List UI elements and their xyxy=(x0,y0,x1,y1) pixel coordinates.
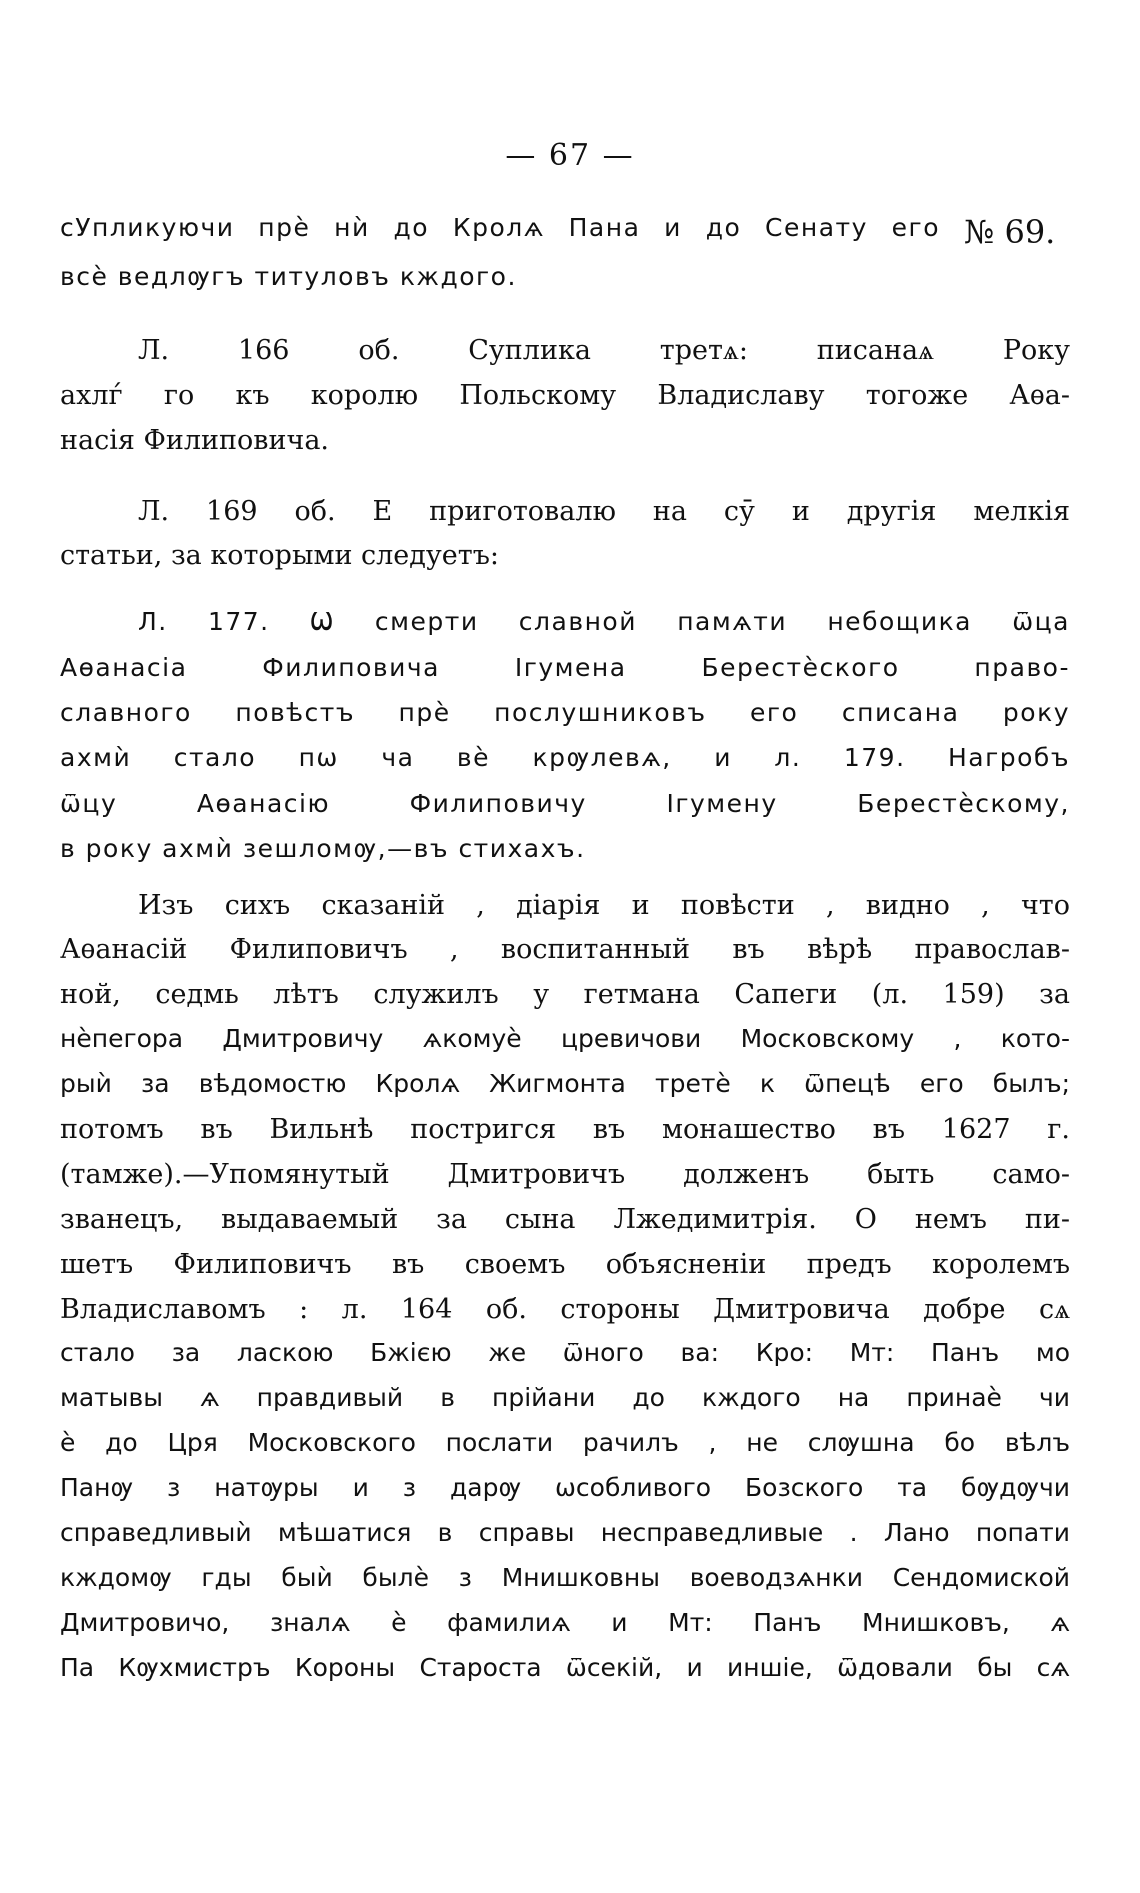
text-line: Панѹ з натѹры и з дарѹ ѡсобливого Бозского та бѹдѹчи xyxy=(60,1473,1070,1502)
text-line: Изъ сихъ сказаній , діарія и повѣсти , видно , что xyxy=(138,890,1070,921)
text-line: кждомѹ гды быѝ былѐ з Мнишковны воеводзѧнки Сендомиской xyxy=(60,1563,1070,1592)
text-line: Аѳанасій Филиповичъ , воспитанный въ вѣрѣ православ- xyxy=(60,934,1070,965)
text-line: стало за ласкою Бжією же ѿного ва: Кро: Мт: Панъ мо xyxy=(60,1338,1070,1367)
text-line: в року ахмѝ зешломѹ,—въ стихахъ. xyxy=(60,834,586,863)
text-line: Аѳанасіа Филиповича Ігумена Берестѐского право- xyxy=(60,653,1070,682)
text-line: (тамже).—Упомянутый Дмитровичъ долженъ быть само- xyxy=(60,1159,1070,1190)
text-line: ѿцу Аѳанасію Филиповичу Ігумену Берестѐскому, xyxy=(60,789,1070,818)
text-line: матывы ѧ правдивый в прійани до кждого на принаѐ чи xyxy=(60,1383,1070,1412)
document-number: № 69. xyxy=(964,213,1056,251)
text-line: Дмитровичо, зналѧ ѐ фамилиѧ и Мт: Панъ Мнишковъ, ѧ xyxy=(60,1608,1070,1637)
text-line: справедливыѝ мѣшатися в справы несправедливые . Лано попати xyxy=(60,1518,1070,1547)
text-line: славного повѣстъ прѐ послушниковъ его списана року xyxy=(60,698,1070,727)
text-line: Владиславомъ : л. 164 об. стороны Дмитровича добре сѧ xyxy=(60,1294,1070,1325)
text-line: потомъ въ Вильнѣ постригся въ монашество въ 1627 г. xyxy=(60,1114,1070,1145)
text-line: ной, седмь лѣтъ служилъ у гетмана Сапеги (л. 159) за xyxy=(60,979,1070,1010)
text-line: статьи, за которыми следуетъ: xyxy=(60,540,499,571)
text-line: Л. 166 об. Суплика третѧ: писанаѧ Року xyxy=(138,335,1070,366)
text-line: сУпликуючи прѐ нѝ до Кролѧ Пана и до Сенату его xyxy=(60,213,940,242)
text-line: ахмѝ стало пѡ ча вѐ крѹлевѧ, и л. 179. Нагробъ xyxy=(60,743,1070,772)
text-line: званецъ, выдаваемый за сына Лжедимитрія. О немъ пи- xyxy=(60,1204,1070,1235)
text-line: шетъ Филиповичъ въ своемъ объясненіи предъ королемъ xyxy=(60,1249,1070,1280)
text-line: ахлѓ го къ королю Польскому Владиславу тогоже Аѳа- xyxy=(60,380,1070,411)
text-line: Л. 169 об. Е приготовалю на сӯ и другія мелкія xyxy=(138,496,1070,527)
text-line: Л. 177. Ѡ смерти славной памѧти небощика ѿца xyxy=(138,607,1070,636)
text-line: всѐ ведлѹгъ титуловъ кждого. xyxy=(60,262,517,291)
page-number: — 67 — xyxy=(505,138,635,173)
text-line: насія Филиповича. xyxy=(60,425,329,456)
text-line: ѐ до Цря Московского послати рачилъ , не слѹшна бо вѣлъ xyxy=(60,1428,1070,1457)
text-line: нѐпегора Дмитровичу ѧкомуѐ цревичови Московскому , кото- xyxy=(60,1024,1070,1053)
text-line: Па Кѹхмистръ Короны Староста ѿсекій, и иншіе, ѿдовали бы сѧ xyxy=(60,1653,1070,1682)
text-line: рыѝ за вѣдомостю Кролѧ Жигмонта третѐ к ѿпецѣ его былъ; xyxy=(60,1069,1070,1098)
